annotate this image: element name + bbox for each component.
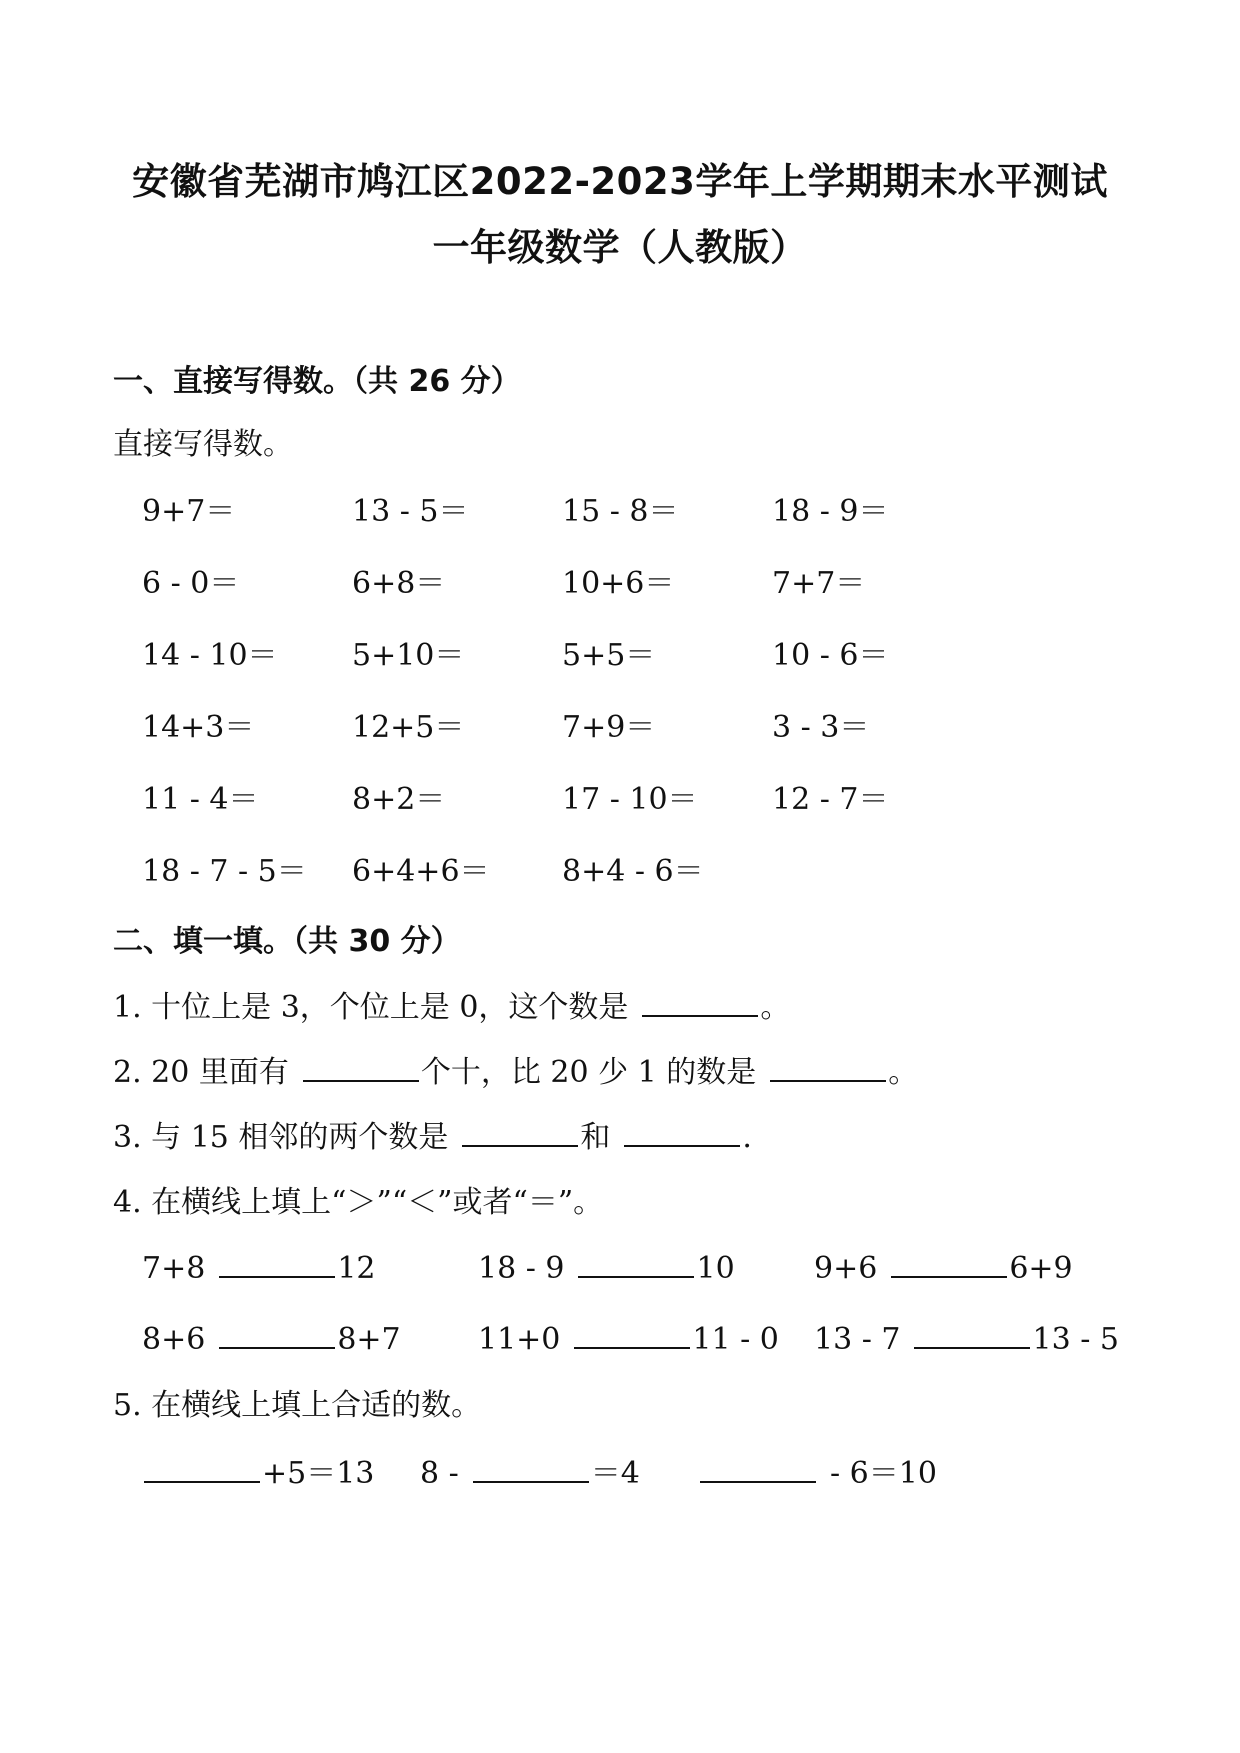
compare-blank[interactable] — [914, 1321, 1030, 1349]
question-5: 5. 在横线上填上合适的数。 — [113, 1388, 482, 1423]
compare-item — [142, 1249, 376, 1289]
compare-right: 13 - 5 — [1032, 1322, 1119, 1357]
fill-post: +5＝13 — [262, 1456, 375, 1491]
arith-problem: 14+3＝ — [142, 710, 255, 745]
compare-item — [814, 1249, 1073, 1289]
arith-problem: 8+2＝ — [352, 782, 446, 817]
answer-blank[interactable] — [303, 1054, 419, 1082]
compare-left: 18 - 9 — [478, 1251, 565, 1286]
fill-item — [698, 1454, 937, 1494]
fill-post: - 6＝10 — [830, 1456, 937, 1491]
answer-blank[interactable] — [642, 989, 758, 1017]
compare-right: 6+9 — [1009, 1251, 1073, 1286]
compare-item — [142, 1320, 401, 1360]
answer-blank[interactable] — [770, 1054, 886, 1082]
compare-left: 13 - 7 — [814, 1322, 901, 1357]
compare-left: 9+6 — [814, 1251, 878, 1286]
q1-end: 。 — [760, 990, 791, 1025]
question-1 — [113, 988, 790, 1028]
fill-blank[interactable] — [700, 1455, 816, 1483]
arith-problem: 3 - 3＝ — [772, 710, 870, 745]
arith-problem: 6+4+6＝ — [352, 854, 490, 889]
arith-problem: 8+4 - 6＝ — [562, 854, 704, 889]
compare-blank[interactable] — [219, 1321, 335, 1349]
compare-left: 11+0 — [478, 1322, 561, 1357]
fill-item — [420, 1454, 640, 1494]
q3-text-b: 和 — [580, 1120, 611, 1155]
compare-left: 8+6 — [142, 1322, 206, 1357]
compare-blank[interactable] — [578, 1250, 694, 1278]
answer-blank[interactable] — [462, 1119, 578, 1147]
compare-right: 11 - 0 — [692, 1322, 779, 1357]
arith-problem: 11 - 4＝ — [142, 782, 259, 817]
compare-left: 7+8 — [142, 1251, 206, 1286]
section1-instruction: 直接写得数。 — [113, 427, 293, 462]
document-title: 安徽省芜湖市鸠江区2022-2023学年上学期期末水平测试 — [132, 160, 1108, 203]
fill-blank[interactable] — [144, 1455, 260, 1483]
arith-problem: 7+7＝ — [772, 566, 866, 601]
arith-problem: 18 - 7 - 5＝ — [142, 854, 307, 889]
compare-blank[interactable] — [219, 1250, 335, 1278]
q3-end: . — [742, 1120, 752, 1155]
q2-end: 。 — [888, 1055, 919, 1090]
arith-problem: 7+9＝ — [562, 710, 656, 745]
section2-heading: 二、填一填。（共 30 分） — [113, 924, 461, 959]
arith-problem: 12+5＝ — [352, 710, 465, 745]
fill-pre: 8 - — [420, 1456, 459, 1491]
compare-right: 10 — [696, 1251, 735, 1286]
q1-text: 1. 十位上是 3，个位上是 0，这个数是 — [113, 990, 629, 1025]
section1-heading: 一、直接写得数。（共 26 分） — [113, 364, 521, 399]
arith-problem: 17 - 10＝ — [562, 782, 698, 817]
question-4: 4. 在横线上填上“＞”“＜”或者“＝”。 — [113, 1185, 604, 1220]
document-subtitle: 一年级数学（人教版） — [432, 226, 808, 269]
arith-problem: 6 - 0＝ — [142, 566, 240, 601]
arith-problem: 5+10＝ — [352, 638, 465, 673]
question-2 — [113, 1053, 918, 1093]
compare-right: 12 — [337, 1251, 376, 1286]
q2-text-a: 2. 20 里面有 — [113, 1055, 289, 1090]
arith-problem: 14 - 10＝ — [142, 638, 278, 673]
fill-blank[interactable] — [473, 1455, 589, 1483]
compare-item — [478, 1249, 735, 1289]
fill-post: ＝4 — [590, 1456, 640, 1491]
arith-problem: 9+7＝ — [142, 494, 236, 529]
compare-right: 8+7 — [337, 1322, 401, 1357]
arith-problem: 5+5＝ — [562, 638, 656, 673]
q2-text-b: 个十，比 20 少 1 的数是 — [420, 1055, 757, 1090]
arith-problem: 10+6＝ — [562, 566, 675, 601]
compare-item — [478, 1320, 779, 1360]
arith-problem: 13 - 5＝ — [352, 494, 469, 529]
arith-problem: 6+8＝ — [352, 566, 446, 601]
answer-blank[interactable] — [624, 1119, 740, 1147]
fill-item — [142, 1454, 374, 1494]
question-3 — [113, 1118, 752, 1158]
compare-blank[interactable] — [891, 1250, 1007, 1278]
compare-blank[interactable] — [574, 1321, 690, 1349]
arith-problem: 18 - 9＝ — [772, 494, 889, 529]
compare-item — [814, 1320, 1119, 1360]
arith-problem: 12 - 7＝ — [772, 782, 889, 817]
q3-text-a: 3. 与 15 相邻的两个数是 — [113, 1120, 449, 1155]
arith-problem: 15 - 8＝ — [562, 494, 679, 529]
arith-problem: 10 - 6＝ — [772, 638, 889, 673]
